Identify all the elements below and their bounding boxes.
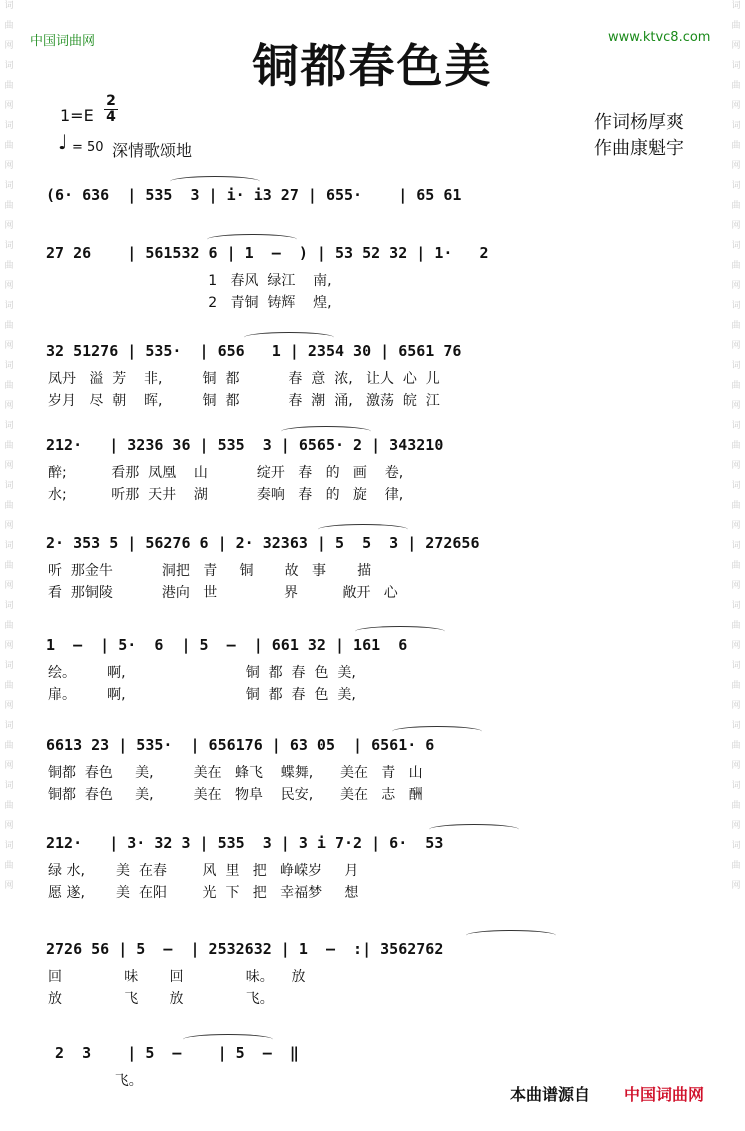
lyric-line: 岁月 尽 朝 晖, 铜 都 春 潮 涌, 激荡 皖 江 (48, 393, 440, 409)
watermark-glyph: 网 (731, 101, 741, 111)
watermark-glyph: 网 (4, 581, 14, 591)
slur-mark (355, 626, 445, 637)
watermark-glyph: 网 (731, 41, 741, 51)
watermark-glyph: 曲 (4, 381, 14, 391)
lyric-line: 愿 遂, 美 在阳 光 下 把 幸福梦 想 (48, 885, 359, 901)
lyric-line: 绿 水, 美 在春 风 里 把 峥嵘岁 月 (48, 863, 359, 879)
watermark-glyph: 词 (731, 541, 741, 551)
tempo-value: = 50 (72, 140, 104, 155)
lyric-line: 凤丹 溢 芳 非, 铜 都 春 意 浓, 让人 心 儿 (48, 371, 440, 387)
watermark-glyph: 曲 (4, 321, 14, 331)
watermark-glyph: 网 (4, 341, 14, 351)
watermark-glyph: 词 (731, 361, 741, 371)
watermark-glyph: 词 (4, 1, 14, 11)
watermark-glyph: 曲 (731, 681, 741, 691)
lyric-line: 飞。 (48, 1073, 143, 1089)
watermark-glyph: 词 (4, 661, 14, 671)
watermark-glyph: 网 (731, 461, 741, 471)
watermark-glyph: 曲 (4, 141, 14, 151)
watermark-glyph: 曲 (731, 501, 741, 511)
watermark-glyph: 曲 (4, 201, 14, 211)
watermark-glyph: 词 (731, 181, 741, 191)
right-watermark-strip (729, 0, 743, 1131)
watermark-glyph: 曲 (731, 201, 741, 211)
watermark-glyph: 词 (731, 1, 741, 11)
watermark-glyph: 网 (731, 701, 741, 711)
watermark-glyph: 网 (4, 41, 14, 51)
notation-line: 1 – | 5· 6 | 5 – | 661 32 | 161 6 (46, 636, 408, 654)
watermark-glyph: 词 (731, 661, 741, 671)
watermark-glyph: 曲 (731, 561, 741, 571)
watermark-glyph: 词 (731, 301, 741, 311)
watermark-glyph: 网 (4, 521, 14, 531)
watermark-glyph: 曲 (4, 621, 14, 631)
notation-line: 2 3 | 5 – | 5 – ‖ (46, 1044, 299, 1062)
watermark-glyph: 网 (4, 401, 14, 411)
watermark-glyph: 曲 (4, 501, 14, 511)
slur-mark (207, 234, 297, 245)
watermark-glyph: 词 (731, 241, 741, 251)
watermark-glyph: 词 (4, 601, 14, 611)
lyric-line: 听 那金牛 洞把 青 铜 故 事 描 (48, 563, 372, 579)
slur-mark (281, 426, 371, 437)
lyric-line: 看 那铜陵 港向 世 界 敞开 心 (48, 585, 398, 601)
watermark-glyph: 曲 (4, 801, 14, 811)
site-name-link[interactable]: 中国词曲网 (30, 34, 96, 49)
watermark-glyph: 曲 (731, 261, 741, 271)
watermark-glyph: 曲 (731, 741, 741, 751)
lyric-line: 绘。 啊, 铜 都 春 色 美, (48, 665, 356, 681)
watermark-glyph: 词 (4, 841, 14, 851)
watermark-glyph: 词 (4, 721, 14, 731)
watermark-glyph: 网 (731, 881, 741, 891)
watermark-glyph: 曲 (731, 441, 741, 451)
watermark-glyph: 曲 (731, 141, 741, 151)
watermark-glyph: 词 (731, 841, 741, 851)
watermark-glyph: 词 (731, 481, 741, 491)
watermark-glyph: 曲 (731, 321, 741, 331)
watermark-glyph: 网 (731, 341, 741, 351)
watermark-glyph: 网 (4, 761, 14, 771)
watermark-glyph: 词 (4, 361, 14, 371)
watermark-glyph: 曲 (731, 621, 741, 631)
watermark-glyph: 网 (731, 281, 741, 291)
notation-line: (6· 636 | 535 3 | i· i3 27 | 655· | 65 61 (46, 186, 462, 204)
watermark-glyph: 曲 (731, 21, 741, 31)
slur-mark (429, 824, 519, 835)
watermark-glyph: 网 (4, 701, 14, 711)
watermark-glyph: 网 (4, 821, 14, 831)
watermark-glyph: 词 (731, 61, 741, 71)
slur-mark (183, 1034, 273, 1045)
watermark-glyph: 网 (731, 401, 741, 411)
watermark-glyph: 词 (4, 481, 14, 491)
notation-line: 6613 23 | 535· | 656176 | 63 05 | 6561· 6 (46, 736, 435, 754)
watermark-glyph: 词 (731, 781, 741, 791)
watermark-glyph: 网 (731, 581, 741, 591)
watermark-glyph: 网 (731, 161, 741, 171)
watermark-glyph: 网 (731, 221, 741, 231)
quarter-note-icon: ♩ (58, 130, 68, 154)
watermark-glyph: 曲 (4, 261, 14, 271)
watermark-glyph: 网 (731, 821, 741, 831)
time-signature (104, 94, 118, 125)
composer-credit: 作曲康魁宇 (594, 138, 684, 159)
time-signature-bottom: 4 (104, 109, 118, 125)
watermark-glyph: 曲 (731, 381, 741, 391)
watermark-glyph: 词 (4, 541, 14, 551)
watermark-glyph: 词 (4, 181, 14, 191)
key-signature: 1=E (60, 106, 94, 125)
watermark-glyph: 词 (4, 421, 14, 431)
footer-source-label: 本曲谱源自 (510, 1085, 591, 1104)
notation-line: 2726 56 | 5 – | 2532632 | 1 – :| 3562762 (46, 940, 444, 958)
slur-mark (392, 726, 482, 737)
notation-line: 212· | 3236 36 | 535 3 | 6565· 2 | 343210 (46, 436, 444, 454)
notation-line: 212· | 3· 32 3 | 535 3 | 3 i 7·2 | 6· 53 (46, 834, 444, 852)
watermark-glyph: 词 (4, 781, 14, 791)
slur-mark (466, 930, 556, 941)
slur-mark (318, 524, 408, 535)
site-url-link[interactable]: www.ktvc8.com (608, 30, 711, 45)
watermark-glyph: 曲 (4, 441, 14, 451)
watermark-glyph: 词 (4, 121, 14, 131)
watermark-glyph: 网 (4, 281, 14, 291)
expression-mark: 深情歌颂地 (112, 141, 193, 160)
watermark-glyph: 词 (4, 241, 14, 251)
watermark-glyph: 网 (4, 461, 14, 471)
watermark-glyph: 网 (731, 761, 741, 771)
watermark-glyph: 曲 (4, 861, 14, 871)
lyric-line: 2 青铜 铸辉 煌, (48, 295, 332, 311)
watermark-glyph: 曲 (4, 21, 14, 31)
notation-line: 27 26 | 561532 6 | 1 – ) | 53 52 32 | 1· 2 (46, 244, 489, 262)
watermark-glyph: 曲 (4, 681, 14, 691)
watermark-glyph: 曲 (4, 81, 14, 91)
watermark-glyph: 网 (4, 881, 14, 891)
watermark-glyph: 网 (4, 221, 14, 231)
notation-line: 32 51276 | 535· | 656 1 | 2354 30 | 6561 76 (46, 342, 462, 360)
slur-mark (244, 332, 334, 343)
lyric-line: 回 味 回 味。 放 (48, 969, 306, 985)
time-signature-top: 2 (106, 93, 116, 109)
watermark-glyph: 曲 (731, 801, 741, 811)
watermark-glyph: 词 (731, 721, 741, 731)
watermark-glyph: 网 (4, 161, 14, 171)
lyric-line: 1 春风 绿江 南, (48, 273, 332, 289)
lyric-line: 放 飞 放 飞。 (48, 991, 274, 1007)
watermark-glyph: 词 (731, 601, 741, 611)
lyricist-credit: 作词杨厚爽 (594, 112, 684, 133)
watermark-glyph: 曲 (4, 561, 14, 571)
notation-line: 2· 353 5 | 56276 6 | 2· 32363 | 5 5 3 | 272656 (46, 534, 480, 552)
lyric-line: 扉。 啊, 铜 都 春 色 美, (48, 687, 356, 703)
watermark-glyph: 曲 (731, 861, 741, 871)
watermark-glyph: 词 (4, 301, 14, 311)
watermark-glyph: 词 (731, 121, 741, 131)
left-watermark-strip (2, 0, 16, 1131)
song-title: 铜都春色美 (252, 39, 493, 93)
lyric-line: 铜都 春色 美, 美在 蜂飞 蝶舞, 美在 青 山 (48, 765, 423, 781)
watermark-glyph: 词 (731, 421, 741, 431)
watermark-glyph: 网 (731, 641, 741, 651)
lyric-line: 水; 听那 天井 湖 奏响 春 的 旋 律, (48, 487, 404, 503)
watermark-glyph: 词 (4, 61, 14, 71)
footer-source-site[interactable]: 中国词曲网 (624, 1085, 705, 1104)
lyric-line: 醉; 看那 凤凰 山 绽开 春 的 画 卷, (48, 465, 404, 481)
watermark-glyph: 曲 (731, 81, 741, 91)
watermark-glyph: 曲 (4, 741, 14, 751)
lyric-line: 铜都 春色 美, 美在 物阜 民安, 美在 志 酬 (48, 787, 423, 803)
watermark-glyph: 网 (4, 101, 14, 111)
watermark-glyph: 网 (731, 521, 741, 531)
slur-mark (170, 176, 260, 187)
watermark-glyph: 网 (4, 641, 14, 651)
